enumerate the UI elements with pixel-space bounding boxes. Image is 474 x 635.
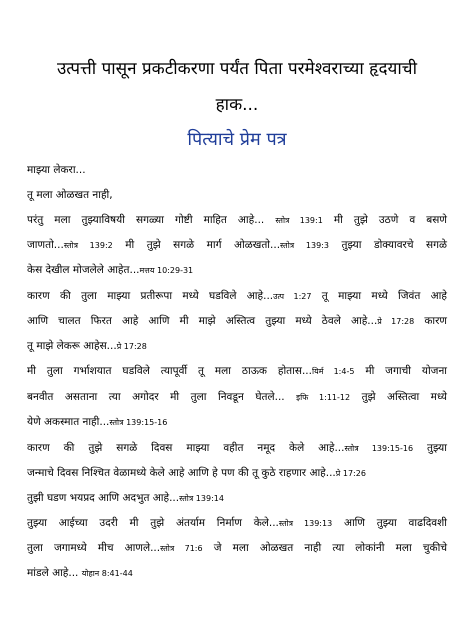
scripture-reference: स्तोत्र 139:3 (280, 241, 329, 250)
letter-text: तुझ्या (413, 442, 447, 454)
letter-text: मी तुझे उठणे व बसणे (322, 214, 447, 226)
letter-text: मांडले आहे... (27, 567, 82, 579)
letter-line (27, 466, 447, 481)
letter-line (27, 263, 447, 278)
letter-text: येणे अकस्मात नाही... (27, 416, 110, 428)
letter-text: कारण की तुला माझ्या प्रतीरूपा मध्ये घडविले आहे... (27, 290, 274, 302)
scripture-reference: स्तोत्र 71:6 (160, 544, 203, 553)
letter-text: जाणतो... (27, 239, 64, 251)
letter-text: परंतु मला तुझ्याविषयी सगळ्या गोष्टी माहित आहे... (27, 214, 276, 226)
letter-text: आणि तुझ्या वाढदिवशी (332, 517, 447, 529)
letter-text: तुझी घडण भयप्रद आणि अदभुत आहे... (27, 492, 180, 504)
letter-text: मी तुला गर्भाशयात घडविले त्यापूर्वी तू मला ठाऊक होतास... (27, 365, 312, 377)
letter-text: तुला जगामध्ये मीच आणले... (27, 542, 161, 554)
letter-text: तू माझ्या मध्ये जिवंत आहे (311, 290, 447, 302)
letter-line (27, 541, 447, 556)
letter-text: कारण की तुझे सगळे दिवस माझ्या वहीत नमूद केले आहे... (27, 442, 345, 454)
letter-line (27, 491, 447, 506)
letter-text: बनवीत असताना त्या अगोदर मी तुला निवडून घेतले... (27, 391, 297, 403)
letter-line (27, 213, 447, 228)
document-title-line-1: उत्पत्ती पासून प्रकटीकरणा पर्यंत पिता परमेश्वराच्या हृदयाची (56, 59, 417, 79)
letter-text: जे मला ओळखत नाही त्या लोकांनी मला चुकीचे (202, 542, 447, 554)
letter-line (27, 163, 447, 177)
letter-text: मी जगाची योजना (354, 365, 448, 377)
letter-line (27, 415, 447, 430)
letter-line (27, 364, 447, 379)
scripture-reference: स्तोत्र 139:2 (63, 241, 113, 250)
scripture-reference: उत्प 1:27 (273, 292, 312, 301)
letter-text: तुझ्या डोक्यावरचे सगळे (328, 239, 447, 251)
scripture-reference: स्तोत्र 139:1 (275, 216, 323, 225)
letter-line (27, 339, 447, 354)
document-subtitle: पित्याचे प्रेम पत्र (187, 129, 287, 150)
letter-text: जन्माचे दिवस निश्चित वेळामध्ये केले आहे आणि हे पण की तू कुठे राहणार आहे... (27, 467, 336, 479)
letter-text: मी तुझे सगळे मार्ग ओळखतो... (112, 239, 281, 251)
scripture-reference: प्रे 17:28 (116, 342, 147, 351)
letter-text: तुझे अस्तित्वा मध्ये (350, 391, 447, 403)
letter-text: आणि चालत फिरत आहे आणि मी माझे अस्तित्व तुझ्या मध्ये ठेवले आहे... (27, 315, 378, 327)
letter-text: माझ्या लेकरा... (27, 164, 86, 176)
letter-text: तू माझे लेकरू आहेस... (27, 340, 117, 352)
letter-line (27, 289, 447, 304)
letter-line (27, 314, 447, 329)
scripture-reference: प्रे 17:28 (377, 317, 415, 326)
scripture-reference: यिर्म 1:4-5 (312, 367, 355, 376)
scripture-reference: मत्तय 10:29-31 (139, 266, 194, 275)
letter-text: तुझ्या आईच्या उदरी मी तुझे अंतर्याम निर्माण केले... (27, 517, 279, 529)
letter-line (27, 516, 447, 531)
letter-text: केस देखील मोजलेले आहेत... (27, 264, 140, 276)
letter-text: तू मला ओळखत नाही, (27, 189, 113, 201)
letter-line (27, 441, 447, 456)
document-title-line-2: हाक... (215, 95, 259, 115)
scripture-reference: स्तोत्र 139:13 (278, 519, 333, 528)
letter-line (27, 188, 447, 202)
letter-text: कारण (414, 315, 447, 327)
scripture-reference: स्तोत्र 139:15-16 (344, 444, 414, 453)
letter-line (27, 566, 447, 581)
scripture-reference: योहान 8:41-44 (81, 569, 133, 578)
scripture-reference: इफि 1:11-12 (296, 393, 351, 402)
letter-line (27, 238, 447, 253)
scripture-reference: स्तोत्र 139:14 (179, 494, 224, 503)
letter-line (27, 390, 447, 405)
scripture-reference: प्रे 17:26 (335, 469, 366, 478)
scripture-reference: स्तोत्र 139:15-16 (109, 418, 168, 427)
